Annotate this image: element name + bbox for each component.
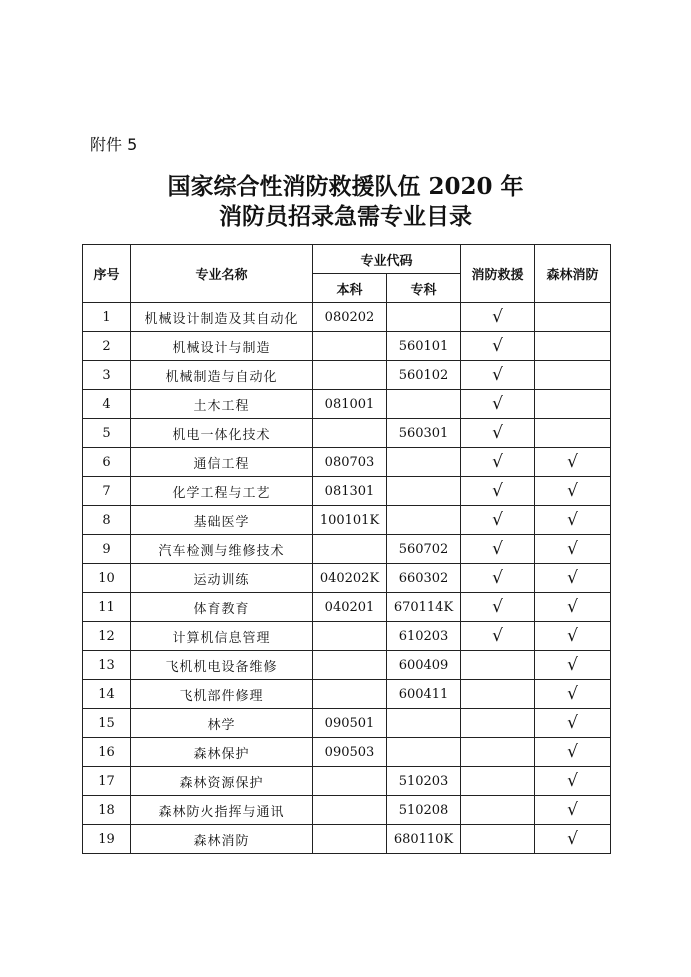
table-row: [83, 564, 611, 593]
row-college-code: 560702: [387, 535, 461, 564]
table-row: [83, 680, 611, 709]
row-college-code: 670114K: [387, 593, 461, 622]
row-college-code: 560102: [387, 361, 461, 390]
header-undergrad: 本科: [313, 274, 387, 303]
row-fire-rescue-check: √: [461, 332, 535, 361]
row-undergrad-code: 100101K: [313, 506, 387, 535]
row-college-code: 510203: [387, 767, 461, 796]
row-major-name: 运动训练: [131, 564, 313, 593]
row-index: 5: [83, 419, 131, 448]
row-forest-fire-check: √: [535, 622, 611, 651]
table-row: [83, 477, 611, 506]
row-forest-fire-check: √: [535, 651, 611, 680]
table-row: [83, 651, 611, 680]
table-row: [83, 303, 611, 332]
major-catalog-table: [82, 244, 611, 854]
header-college: 专科: [387, 274, 461, 303]
row-major-name: 汽车检测与维修技术: [131, 535, 313, 564]
row-index: 13: [83, 651, 131, 680]
row-forest-fire-check: √: [535, 709, 611, 738]
row-major-name: 体育教育: [131, 593, 313, 622]
row-major-name: 飞机部件修理: [131, 680, 313, 709]
row-undergrad-code: [313, 680, 387, 709]
table-row: [83, 825, 611, 854]
row-forest-fire-check: [535, 332, 611, 361]
row-fire-rescue-check: √: [461, 419, 535, 448]
row-college-code: 610203: [387, 622, 461, 651]
table-row: [83, 361, 611, 390]
row-index: 14: [83, 680, 131, 709]
table-row: [83, 419, 611, 448]
row-index: 2: [83, 332, 131, 361]
row-major-name: 计算机信息管理: [131, 622, 313, 651]
row-forest-fire-check: √: [535, 738, 611, 767]
document-title: [0, 172, 691, 232]
title-line-2: 消防员招录急需专业目录: [219, 203, 472, 230]
row-undergrad-code: [313, 535, 387, 564]
table-row: [83, 390, 611, 419]
row-fire-rescue-check: √: [461, 593, 535, 622]
row-major-name: 森林消防: [131, 825, 313, 854]
row-forest-fire-check: [535, 303, 611, 332]
row-college-code: [387, 448, 461, 477]
row-index: 18: [83, 796, 131, 825]
row-college-code: 560101: [387, 332, 461, 361]
row-college-code: [387, 390, 461, 419]
row-undergrad-code: 081301: [313, 477, 387, 506]
row-college-code: [387, 477, 461, 506]
row-forest-fire-check: √: [535, 680, 611, 709]
row-major-name: 化学工程与工艺: [131, 477, 313, 506]
row-index: 17: [83, 767, 131, 796]
row-fire-rescue-check: [461, 680, 535, 709]
row-index: 8: [83, 506, 131, 535]
table-row: [83, 796, 611, 825]
row-index: 3: [83, 361, 131, 390]
row-undergrad-code: [313, 796, 387, 825]
row-major-name: 飞机机电设备维修: [131, 651, 313, 680]
row-college-code: 680110K: [387, 825, 461, 854]
table-row: [83, 332, 611, 361]
row-undergrad-code: [313, 419, 387, 448]
row-college-code: 510208: [387, 796, 461, 825]
header-index: 序号: [83, 245, 131, 303]
row-fire-rescue-check: √: [461, 390, 535, 419]
row-undergrad-code: [313, 767, 387, 796]
table-body: [83, 303, 611, 854]
table-row: [83, 622, 611, 651]
header-major-name: 专业名称: [131, 245, 313, 303]
row-undergrad-code: 090503: [313, 738, 387, 767]
row-fire-rescue-check: √: [461, 535, 535, 564]
row-undergrad-code: [313, 651, 387, 680]
row-fire-rescue-check: [461, 796, 535, 825]
row-major-name: 通信工程: [131, 448, 313, 477]
table-row: [83, 506, 611, 535]
row-forest-fire-check: [535, 419, 611, 448]
table-row: [83, 535, 611, 564]
row-college-code: [387, 709, 461, 738]
table-row: [83, 448, 611, 477]
table-row: [83, 709, 611, 738]
row-fire-rescue-check: √: [461, 506, 535, 535]
row-undergrad-code: 040202K: [313, 564, 387, 593]
row-major-name: 机械设计制造及其自动化: [131, 303, 313, 332]
row-undergrad-code: [313, 825, 387, 854]
table-row: [83, 738, 611, 767]
row-major-name: 机械设计与制造: [131, 332, 313, 361]
title-line-1: 国家综合性消防救援队伍 2020 年: [167, 173, 524, 200]
row-index: 12: [83, 622, 131, 651]
row-college-code: 600411: [387, 680, 461, 709]
row-fire-rescue-check: √: [461, 477, 535, 506]
row-forest-fire-check: √: [535, 535, 611, 564]
row-index: 19: [83, 825, 131, 854]
row-major-name: 森林保护: [131, 738, 313, 767]
row-forest-fire-check: √: [535, 796, 611, 825]
row-index: 6: [83, 448, 131, 477]
row-index: 7: [83, 477, 131, 506]
row-undergrad-code: 090501: [313, 709, 387, 738]
row-undergrad-code: [313, 361, 387, 390]
row-major-name: 机械制造与自动化: [131, 361, 313, 390]
row-major-name: 林学: [131, 709, 313, 738]
row-fire-rescue-check: [461, 709, 535, 738]
row-undergrad-code: [313, 332, 387, 361]
row-forest-fire-check: √: [535, 593, 611, 622]
row-college-code: 660302: [387, 564, 461, 593]
row-forest-fire-check: √: [535, 767, 611, 796]
table-header: [83, 245, 611, 303]
row-index: 11: [83, 593, 131, 622]
row-college-code: [387, 303, 461, 332]
row-undergrad-code: 040201: [313, 593, 387, 622]
row-college-code: 600409: [387, 651, 461, 680]
row-index: 4: [83, 390, 131, 419]
header-fire-rescue: 消防救援: [461, 245, 535, 303]
row-undergrad-code: [313, 622, 387, 651]
row-forest-fire-check: √: [535, 477, 611, 506]
row-fire-rescue-check: √: [461, 622, 535, 651]
row-forest-fire-check: [535, 390, 611, 419]
row-undergrad-code: 080703: [313, 448, 387, 477]
row-fire-rescue-check: [461, 651, 535, 680]
row-fire-rescue-check: √: [461, 303, 535, 332]
row-college-code: 560301: [387, 419, 461, 448]
row-forest-fire-check: √: [535, 825, 611, 854]
table-row: [83, 593, 611, 622]
row-fire-rescue-check: √: [461, 564, 535, 593]
row-forest-fire-check: √: [535, 506, 611, 535]
row-major-name: 森林防火指挥与通讯: [131, 796, 313, 825]
row-forest-fire-check: √: [535, 448, 611, 477]
row-major-name: 机电一体化技术: [131, 419, 313, 448]
header-forest-fire: 森林消防: [535, 245, 611, 303]
row-college-code: [387, 738, 461, 767]
row-undergrad-code: 080202: [313, 303, 387, 332]
row-index: 9: [83, 535, 131, 564]
row-college-code: [387, 506, 461, 535]
row-forest-fire-check: √: [535, 564, 611, 593]
row-fire-rescue-check: [461, 738, 535, 767]
row-index: 1: [83, 303, 131, 332]
row-fire-rescue-check: √: [461, 448, 535, 477]
table-row: [83, 767, 611, 796]
row-major-name: 基础医学: [131, 506, 313, 535]
row-undergrad-code: 081001: [313, 390, 387, 419]
attachment-label: 附件 5: [90, 135, 138, 154]
row-index: 10: [83, 564, 131, 593]
row-major-name: 土木工程: [131, 390, 313, 419]
row-major-name: 森林资源保护: [131, 767, 313, 796]
row-fire-rescue-check: [461, 825, 535, 854]
row-index: 15: [83, 709, 131, 738]
header-major-code: 专业代码: [313, 245, 461, 274]
row-forest-fire-check: [535, 361, 611, 390]
row-fire-rescue-check: √: [461, 361, 535, 390]
row-index: 16: [83, 738, 131, 767]
row-fire-rescue-check: [461, 767, 535, 796]
